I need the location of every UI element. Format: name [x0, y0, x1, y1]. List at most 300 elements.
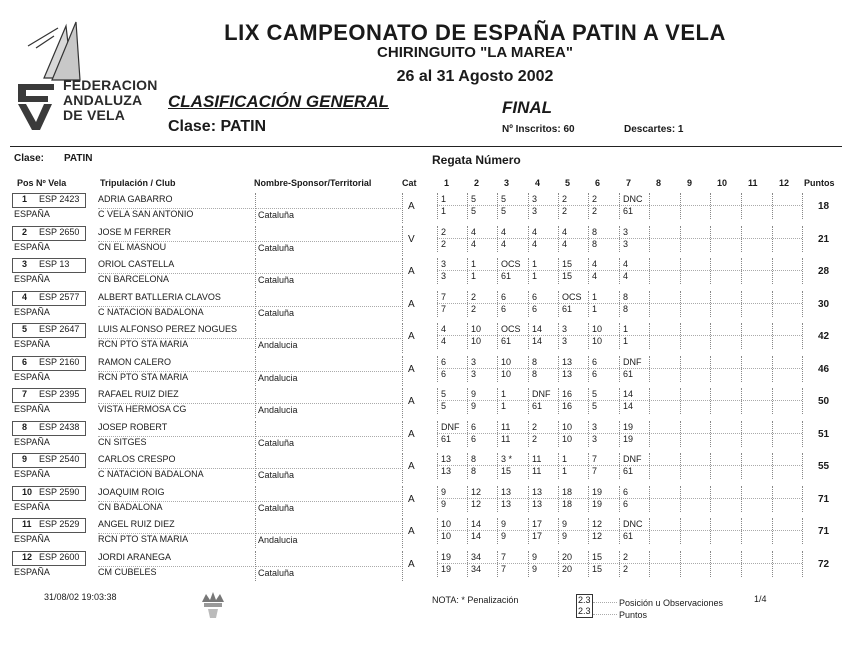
total-points: 50	[818, 396, 830, 407]
cell-divider	[680, 193, 681, 219]
cell-divider	[680, 486, 681, 512]
cell-divider	[802, 323, 803, 349]
cell-divider	[255, 356, 256, 386]
race-position-6: 2	[592, 194, 598, 204]
race-points-6: 5	[592, 401, 598, 411]
sailor-name: ADRIA GABARRO	[98, 194, 173, 204]
cell-divider	[402, 551, 403, 581]
row-divider	[437, 270, 802, 271]
cell-divider	[588, 291, 589, 317]
race-position-1: 7	[441, 291, 447, 302]
country: ESPAÑA	[14, 404, 50, 414]
race-points-2: 6	[471, 433, 477, 444]
cell-divider	[467, 388, 468, 414]
sailor-name: JOSE M FERRER	[98, 226, 172, 237]
race-position-7: 2	[623, 551, 629, 562]
race-points-2: 4	[471, 238, 477, 249]
race-position-6: 19	[592, 486, 603, 497]
cell-divider	[680, 356, 681, 382]
cell-divider	[710, 551, 711, 577]
cell-divider	[710, 486, 711, 512]
race-points-7: 61	[623, 531, 634, 541]
table-row	[12, 486, 840, 518]
total-points: 30	[818, 298, 830, 310]
cell-divider	[558, 388, 559, 414]
logo-line-2: ANDALUZA	[63, 92, 143, 108]
row-divider	[98, 533, 254, 534]
cell-divider	[741, 193, 742, 219]
race-points-5: 1	[562, 466, 568, 476]
legend-leader	[593, 602, 617, 603]
col-pos-sail: Pos Nº Vela	[17, 178, 67, 188]
race-points-2: 8	[471, 466, 477, 476]
row-divider	[437, 368, 802, 369]
race-position-3: 1	[501, 389, 507, 399]
race-points-3: 1	[501, 401, 507, 411]
cell-divider	[402, 291, 403, 321]
cell-divider	[649, 193, 650, 219]
col-race-11: 11	[748, 178, 758, 188]
cell-divider	[772, 551, 773, 577]
race-position-6: 4	[592, 259, 598, 269]
race-position-5: 3	[562, 324, 568, 334]
cell-divider	[619, 388, 620, 414]
cell-divider	[710, 323, 711, 349]
race-position-2: 10	[471, 324, 482, 334]
race-points-4: 4	[532, 238, 538, 249]
race-points-6: 8	[592, 238, 598, 249]
cell-divider	[588, 258, 589, 284]
race-points-2: 9	[471, 401, 477, 411]
table-row	[12, 291, 840, 323]
row-divider	[98, 273, 254, 274]
position-number: 7	[22, 389, 28, 399]
total-points: 55	[818, 461, 830, 472]
race-points-5: 16	[562, 401, 573, 411]
col-points: Puntos	[804, 178, 835, 188]
legend-position-label: Posición u Observaciones	[619, 598, 724, 608]
cell-divider	[467, 518, 468, 544]
cell-divider	[741, 356, 742, 382]
race-position-1: 3	[441, 259, 447, 269]
cell-divider	[467, 323, 468, 349]
race-position-6: 15	[592, 551, 603, 562]
race-position-2: 2	[471, 291, 477, 302]
race-position-7: 14	[623, 389, 634, 399]
cell-divider	[802, 356, 803, 382]
cell-divider	[437, 453, 438, 479]
race-points-7: 6	[623, 498, 629, 509]
cell-divider	[467, 486, 468, 512]
race-position-1: 10	[441, 519, 452, 529]
race-points-5: 20	[562, 563, 573, 574]
sailor-name: RAFAEL RUIZ DIEZ	[98, 389, 179, 399]
cell-divider	[802, 193, 803, 219]
race-position-1: 6	[441, 356, 447, 367]
cell-divider	[772, 388, 773, 414]
row-divider	[255, 566, 401, 567]
race-points-6: 19	[592, 498, 603, 509]
race-position-7: DNF	[623, 454, 642, 464]
row-divider	[255, 436, 401, 437]
cell-divider	[741, 323, 742, 349]
race-points-6: 10	[592, 336, 603, 346]
race-position-4: 14	[532, 324, 543, 334]
cell-divider	[437, 486, 438, 512]
col-race-8: 8	[656, 178, 662, 188]
cell-divider	[528, 193, 529, 219]
race-points-7: 19	[623, 433, 634, 444]
category: A	[408, 396, 415, 407]
territory: Cataluña	[258, 307, 295, 318]
row-divider	[255, 501, 401, 502]
cell-divider	[680, 453, 681, 479]
cell-divider	[802, 551, 803, 577]
race-position-2: 5	[471, 194, 477, 204]
race-position-3: 5	[501, 194, 507, 204]
cell-divider	[680, 518, 681, 544]
row-divider	[255, 533, 401, 534]
table-row	[12, 551, 840, 583]
country: ESPAÑA	[14, 469, 50, 479]
cell-divider	[255, 193, 256, 223]
race-position-6: 5	[592, 389, 598, 399]
position-number: 11	[22, 519, 32, 529]
cell-divider	[255, 226, 256, 256]
race-points-2: 2	[471, 303, 477, 314]
row-divider	[437, 530, 802, 531]
total-points: 51	[818, 428, 830, 440]
race-position-2: 3	[471, 356, 477, 367]
cell-divider	[497, 226, 498, 252]
club-name: CM CUBELES	[98, 566, 157, 577]
cell-divider	[497, 193, 498, 219]
race-position-5: 4	[562, 226, 568, 237]
sailor-name: ALBERT BATLLERIA CLAVOS	[98, 291, 221, 302]
race-points-2: 3	[471, 368, 477, 379]
territory: Cataluña	[258, 502, 295, 513]
total-points: 71	[818, 493, 830, 505]
race-position-7: 4	[623, 259, 629, 269]
cell-divider	[710, 518, 711, 544]
club-name: VISTA HERMOSA CG	[98, 404, 187, 414]
legend-points-label: Puntos	[619, 610, 648, 620]
race-position-7: 1	[623, 324, 629, 334]
total-points: 46	[818, 363, 830, 375]
race-position-4: DNF	[532, 389, 551, 399]
row-divider	[255, 306, 401, 307]
race-position-1: DNF	[441, 421, 460, 432]
cell-divider	[497, 291, 498, 317]
discards-count: Descartes: 1	[624, 124, 684, 135]
cell-divider	[649, 258, 650, 284]
col-race-10: 10	[717, 178, 728, 188]
cell-divider	[588, 486, 589, 512]
race-position-1: 2	[441, 226, 447, 237]
cell-divider	[802, 258, 803, 284]
entries-count: Nº Inscritos: 60	[502, 124, 575, 135]
logo-line-1: FEDERACION	[63, 77, 158, 93]
territory: Andalucia	[258, 405, 298, 415]
cell-divider	[558, 421, 559, 447]
cell-divider	[619, 453, 620, 479]
row-divider	[437, 563, 802, 564]
cell-divider	[437, 518, 438, 544]
position-number: 2	[22, 226, 28, 237]
cell-divider	[467, 226, 468, 252]
race-position-2: 1	[471, 259, 477, 269]
cell-divider	[649, 421, 650, 447]
race-position-7: 3	[623, 226, 629, 237]
race-points-1: 19	[441, 563, 452, 574]
cell-divider	[402, 258, 403, 288]
cell-divider	[619, 356, 620, 382]
cell-divider	[710, 193, 711, 219]
cell-divider	[680, 388, 681, 414]
race-position-4: 4	[532, 226, 538, 237]
sail-number: ESP 2160	[39, 356, 80, 367]
race-points-5: 3	[562, 336, 568, 346]
cell-divider	[255, 453, 256, 483]
cell-divider	[558, 551, 559, 577]
cell-divider	[255, 388, 256, 418]
race-points-4: 11	[532, 466, 542, 476]
country: ESPAÑA	[14, 566, 50, 577]
cell-divider	[741, 486, 742, 512]
race-points-1: 6	[441, 368, 447, 379]
cell-divider	[467, 453, 468, 479]
cell-divider	[802, 226, 803, 252]
cell-divider	[558, 291, 559, 317]
cell-divider	[588, 453, 589, 479]
country: ESPAÑA	[14, 371, 50, 382]
row-divider	[437, 205, 802, 206]
row-divider	[255, 371, 401, 372]
race-points-1: 4	[441, 336, 447, 346]
cell-divider	[772, 258, 773, 284]
race-points-3: 6	[501, 303, 507, 314]
cell-divider	[437, 258, 438, 284]
race-points-1: 7	[441, 303, 447, 314]
race-position-7: 6	[623, 486, 629, 497]
race-points-2: 5	[471, 206, 477, 216]
category: A	[408, 298, 415, 310]
race-points-2: 12	[471, 498, 482, 509]
cell-divider	[528, 356, 529, 382]
cell-divider	[467, 193, 468, 219]
race-points-3: 15	[501, 466, 512, 476]
cell-divider	[497, 356, 498, 382]
total-points: 71	[818, 526, 830, 537]
cell-divider	[497, 323, 498, 349]
total-points: 28	[818, 266, 830, 277]
cell-divider	[710, 258, 711, 284]
row-divider	[255, 241, 401, 242]
col-race-4: 4	[535, 178, 541, 188]
sailor-name: RAMON CALERO	[98, 356, 172, 367]
cell-divider	[649, 323, 650, 349]
row-divider	[437, 303, 802, 304]
row-divider	[437, 465, 802, 466]
country: ESPAÑA	[14, 209, 50, 219]
position-number: 4	[22, 291, 28, 302]
race-points-3: 5	[501, 206, 507, 216]
cell-divider	[649, 486, 650, 512]
sail-number: ESP 2438	[39, 421, 80, 432]
cell-divider	[467, 421, 468, 447]
cell-divider	[528, 486, 529, 512]
cell-divider	[772, 226, 773, 252]
race-points-4: 3	[532, 206, 538, 216]
sail-number: ESP 2650	[39, 226, 80, 237]
event-title: LIX CAMPEONATO DE ESPAÑA PATIN A VELA	[224, 20, 726, 45]
cell-divider	[437, 356, 438, 382]
stage-label: FINAL	[502, 98, 553, 117]
race-position-4: 17	[532, 519, 543, 529]
cell-divider	[437, 421, 438, 447]
race-position-3: 6	[501, 291, 507, 302]
cell-divider	[467, 356, 468, 382]
cell-divider	[255, 291, 256, 321]
race-points-5: 4	[562, 238, 568, 249]
race-points-2: 10	[471, 336, 482, 346]
cell-divider	[619, 551, 620, 577]
federation-logo-text	[63, 78, 158, 123]
sailor-name: JOAQUIM ROIG	[98, 486, 165, 497]
race-position-5: 1	[562, 454, 568, 464]
position-number: 3	[22, 259, 28, 269]
country: ESPAÑA	[14, 241, 50, 252]
race-position-3: 11	[501, 421, 511, 432]
sailor-name: CARLOS CRESPO	[98, 454, 176, 464]
table-class-value: PATIN	[64, 153, 93, 164]
cell-divider	[467, 258, 468, 284]
territory: Cataluña	[258, 567, 295, 578]
sailor-name: ORIOL CASTELLA	[98, 259, 175, 269]
cell-divider	[437, 388, 438, 414]
cell-divider	[741, 388, 742, 414]
race-position-4: 8	[532, 356, 538, 367]
race-position-2: 8	[471, 454, 477, 464]
territory: Andalucia	[258, 372, 298, 383]
club-name: RCN PTO STA MARIA	[98, 339, 189, 349]
header-divider	[10, 146, 842, 147]
section-title: CLASIFICACIÓN GENERAL	[168, 92, 389, 111]
race-points-1: 5	[441, 401, 447, 411]
cell-divider	[467, 291, 468, 317]
cell-divider	[467, 551, 468, 577]
col-race-12: 12	[779, 178, 790, 188]
regatta-number-label: Regata Número	[432, 153, 521, 167]
race-position-3: 4	[501, 226, 507, 237]
legend-sample-points: 2.3	[578, 606, 591, 616]
print-timestamp: 31/08/02 19:03:38	[44, 592, 117, 602]
race-points-7: 1	[623, 336, 629, 346]
cell-divider	[588, 421, 589, 447]
race-points-3: 61	[501, 271, 512, 281]
race-points-7: 61	[623, 368, 634, 379]
cell-divider	[680, 551, 681, 577]
position-number: 1	[22, 194, 28, 204]
cell-divider	[588, 551, 589, 577]
race-points-7: 4	[623, 271, 629, 281]
cell-divider	[802, 388, 803, 414]
race-position-5: 20	[562, 551, 573, 562]
event-subtitle: CHIRINGUITO "LA MAREA"	[377, 44, 573, 61]
race-points-4: 1	[532, 271, 538, 281]
race-position-1: 1	[441, 194, 447, 204]
cell-divider	[649, 356, 650, 382]
race-points-5: 15	[562, 271, 573, 281]
row-divider	[98, 306, 254, 307]
cell-divider	[558, 518, 559, 544]
cell-divider	[402, 193, 403, 223]
territory: Cataluña	[258, 242, 295, 253]
row-divider	[255, 468, 401, 469]
sail-number: ESP 2600	[39, 551, 80, 562]
cell-divider	[255, 258, 256, 288]
club-name: CN EL MASNOU	[98, 241, 167, 252]
cell-divider	[802, 518, 803, 544]
race-position-6: 12	[592, 519, 603, 529]
sail-number: ESP 2647	[39, 324, 80, 334]
cell-divider	[528, 291, 529, 317]
table-class-label: Clase:	[14, 153, 45, 164]
country: ESPAÑA	[14, 274, 50, 284]
race-position-5: 16	[562, 389, 573, 399]
territory: Cataluña	[258, 437, 295, 448]
race-position-1: 9	[441, 486, 447, 497]
cell-divider	[497, 551, 498, 577]
cell-divider	[402, 226, 403, 256]
club-name: C NATACION BADALONA	[98, 469, 204, 479]
position-number: 12	[22, 551, 33, 562]
cell-divider	[528, 453, 529, 479]
race-position-1: 13	[441, 454, 452, 464]
race-points-7: 14	[623, 401, 634, 411]
race-position-6: 1	[592, 291, 598, 302]
club-name: C VELA SAN ANTONIO	[98, 209, 194, 219]
total-points: 72	[818, 558, 830, 570]
cell-divider	[680, 323, 681, 349]
cell-divider	[772, 518, 773, 544]
row-divider	[98, 338, 254, 339]
race-points-6: 1	[592, 303, 598, 314]
race-position-2: 9	[471, 389, 477, 399]
race-position-2: 6	[471, 421, 477, 432]
sail-number: ESP 2590	[39, 486, 80, 497]
cell-divider	[255, 323, 256, 353]
col-cat: Cat	[402, 178, 417, 188]
country: ESPAÑA	[14, 306, 50, 317]
cell-divider	[255, 421, 256, 451]
club-name: RCN PTO STA MARIA	[98, 371, 189, 382]
cell-divider	[497, 518, 498, 544]
race-position-1: 19	[441, 551, 452, 562]
race-points-1: 2	[441, 238, 447, 249]
cell-divider	[710, 388, 711, 414]
legend-box	[576, 594, 593, 618]
cell-divider	[649, 388, 650, 414]
race-position-3: 3 *	[501, 454, 513, 464]
race-position-5: OCS	[562, 291, 582, 302]
race-position-4: 1	[532, 259, 538, 269]
cell-divider	[402, 518, 403, 548]
race-points-3: 61	[501, 336, 512, 346]
country: ESPAÑA	[14, 501, 50, 512]
cell-divider	[558, 193, 559, 219]
race-points-5: 2	[562, 206, 568, 216]
